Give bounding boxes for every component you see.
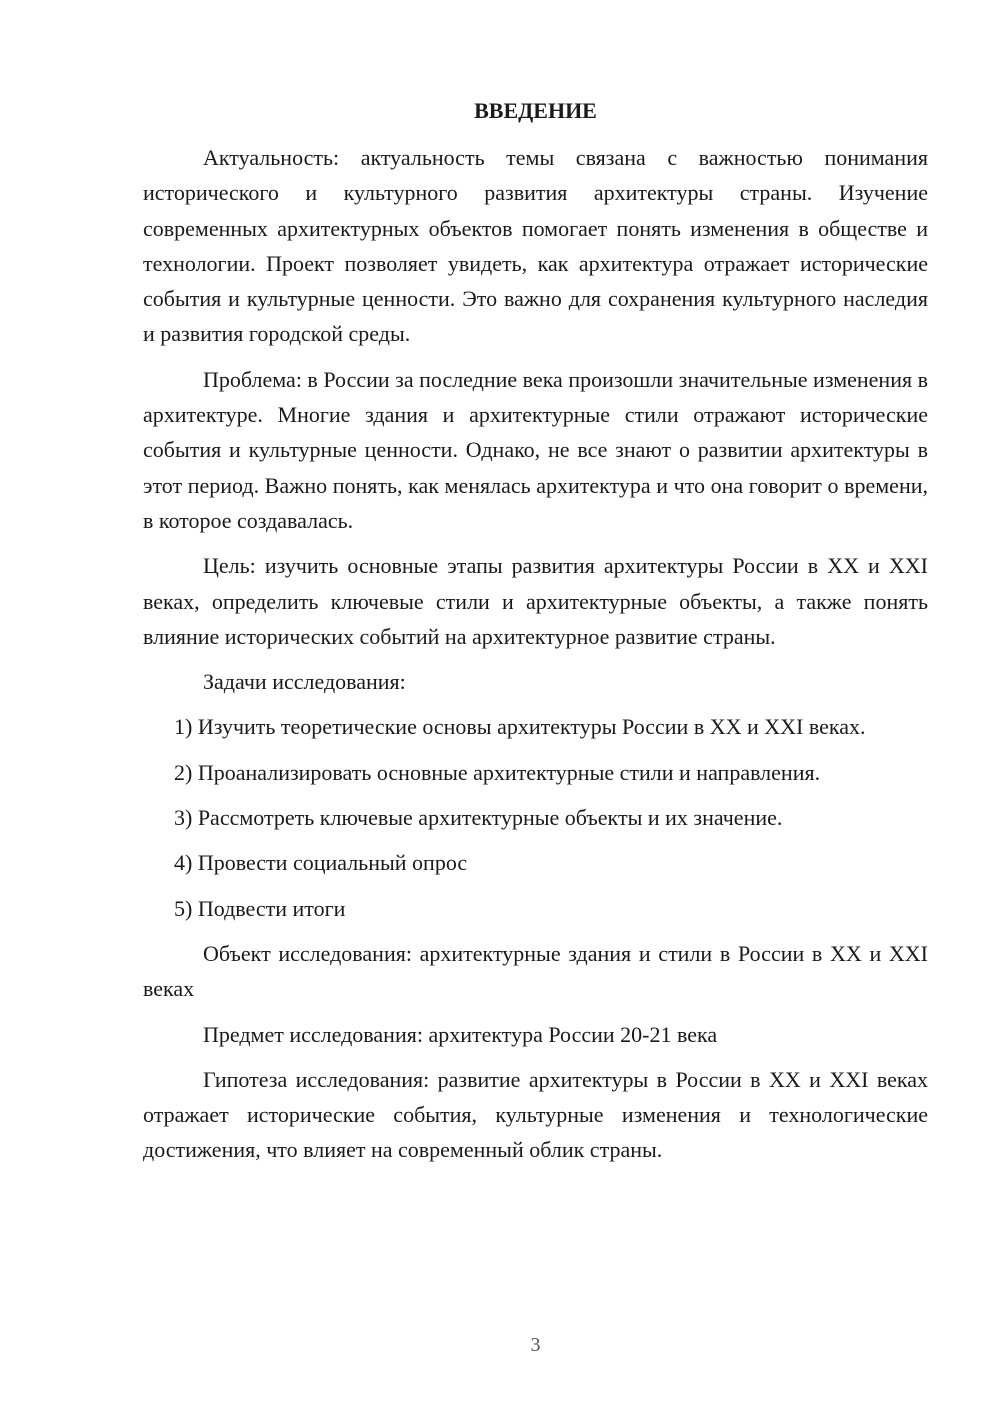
paragraph-relevance: Актуальность: актуальность темы связана с важностью понимания исторического и культурного развития архитектуры страны. Изучение современных архитектурных объектов помогает понять изменения в обществе и технологии. Проект позволяет увидеть, как архитектура отражает исторические события и культурные ценности. Это важно для сохранения культурного наследия и развития городской среды. <box>143 145 928 347</box>
paragraph-goal: Цель: изучить основные этапы развития архитектуры России в XX и XXI веках, определить ключевые стили и архитектурные объекты, а также понять влияние исторических событий на архитектурное развитие страны. <box>143 553 928 649</box>
page-number: 3 <box>530 1334 541 1356</box>
paragraph-object: Объект исследования: архитектурные здания и стили в России в XX и XXI веках <box>143 940 928 1002</box>
paragraph-subject: Предмет исследования: архитектура России 20-21 века <box>203 1021 718 1047</box>
paragraph-hypothesis: Гипотеза исследования: развитие архитектуры в России в XX и XXI веках отражает исторические события, культурные изменения и технологические достижения, что влияет на современный облик страны. <box>143 1066 928 1163</box>
task-item-2: 2) Проанализировать основные архитектурные стили и направления. <box>174 759 821 785</box>
document-page <box>143 0 928 1414</box>
paragraph-tasks-heading: Задачи исследования: <box>203 669 406 695</box>
paragraph-problem: Проблема: в России за последние века произошли значительные изменения в архитектуре. Многие здания и архитектурные стили отражают исторические события и культурные ценности. Однако, не все знают о развитии архитектуры в этот период. Важно понять, как менялась архитектура и что она говорит о времени, в которое создавалась. <box>143 366 928 533</box>
task-item-3: 3) Рассмотреть ключевые архитектурные объекты и их значение. <box>174 805 783 831</box>
task-item-1: 1) Изучить теоретические основы архитектуры России в XX и XXI веках. <box>174 714 866 740</box>
task-item-4: 4) Провести социальный опрос <box>174 850 468 876</box>
task-item-5: 5) Подвести итоги <box>174 895 346 921</box>
page-title: ВВЕДЕНИЕ <box>474 98 597 123</box>
document-body <box>143 140 928 1178</box>
